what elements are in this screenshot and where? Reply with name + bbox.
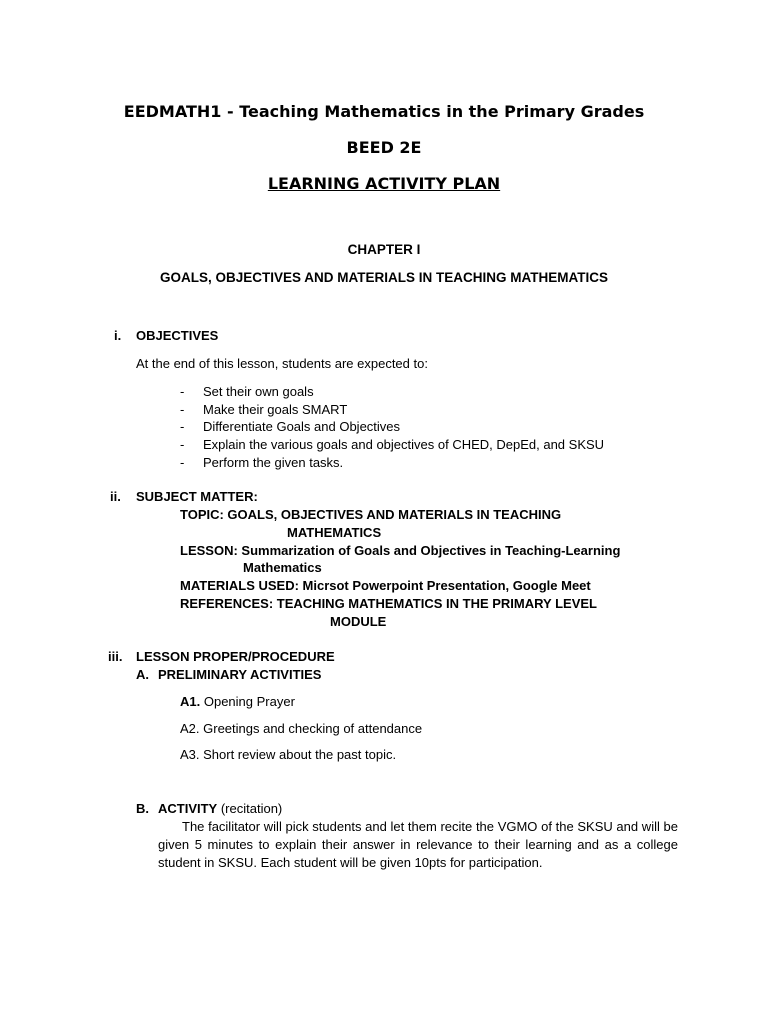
subject-matter-numeral: ii. <box>110 489 121 504</box>
bullet-dash: - <box>180 455 185 470</box>
lesson-line-continued: Mathematics <box>243 560 322 575</box>
preliminary-heading: PRELIMINARY ACTIVITIES <box>158 667 322 682</box>
references-line-continued: MODULE <box>330 614 387 629</box>
chapter-number: CHAPTER I <box>347 242 421 257</box>
preliminary-letter: A. <box>136 667 149 682</box>
activity-a1-text: Opening Prayer <box>200 694 295 709</box>
objective-item: Set their own goals <box>203 384 314 399</box>
objective-item: Differentiate Goals and Objectives <box>203 419 401 434</box>
bullet-dash: - <box>180 437 185 452</box>
objective-item: Explain the various goals and objectives of CHED, DepEd, and SKSU <box>203 437 605 452</box>
bullet-dash: - <box>180 384 185 399</box>
plan-title: LEARNING ACTIVITY PLAN <box>267 174 501 193</box>
objectives-numeral: i. <box>114 328 122 343</box>
activity-heading: ACTIVITY <box>158 801 218 816</box>
activity-a3: A3. Short review about the past topic. <box>180 747 397 762</box>
activity-heading-line <box>158 801 282 816</box>
bullet-dash: - <box>180 402 185 417</box>
objective-item: Perform the given tasks. <box>203 455 344 470</box>
lesson-proper-numeral: iii. <box>108 649 123 664</box>
activity-letter: B. <box>136 801 149 816</box>
chapter-title: GOALS, OBJECTIVES AND MATERIALS IN TEACHING MATHEMATICS <box>159 270 608 285</box>
topic-line-continued: MATHEMATICS <box>287 525 382 540</box>
course-title: EEDMATH1 - Teaching Mathematics in the Primary Grades <box>123 102 645 121</box>
lesson-line: LESSON: Summarization of Goals and Objectives in Teaching-Learning <box>180 543 621 558</box>
section-label: BEED 2E <box>346 138 422 157</box>
lesson-proper-heading: LESSON PROPER/PROCEDURE <box>136 649 335 664</box>
activity-a1-label: A1. <box>180 694 201 709</box>
objective-item: Make their goals SMART <box>203 402 348 417</box>
activity-a2: A2. Greetings and checking of attendance <box>180 721 423 736</box>
references-line: REFERENCES: TEACHING MATHEMATICS IN THE PRIMARY LEVEL <box>180 596 597 611</box>
objectives-heading: OBJECTIVES <box>136 328 219 343</box>
subject-matter-heading: SUBJECT MATTER: <box>136 489 258 504</box>
activity-a1 <box>180 694 295 709</box>
topic-line: TOPIC: GOALS, OBJECTIVES AND MATERIALS IN TEACHING <box>180 507 562 522</box>
materials-line: MATERIALS USED: Micrsot Powerpoint Presentation, Google Meet <box>180 578 591 593</box>
objectives-intro: At the end of this lesson, students are expected to: <box>136 356 428 371</box>
bullet-dash: - <box>180 419 185 434</box>
activity-paragraph: The facilitator will pick students and let them recite the VGMO of the SKSU and will be given 5 minutes to explain their answer in relevance to their learning and as a college student in SKSU. Each student will be given 10pts for participation. <box>158 819 678 870</box>
activity-note: (recitation) <box>217 801 283 816</box>
